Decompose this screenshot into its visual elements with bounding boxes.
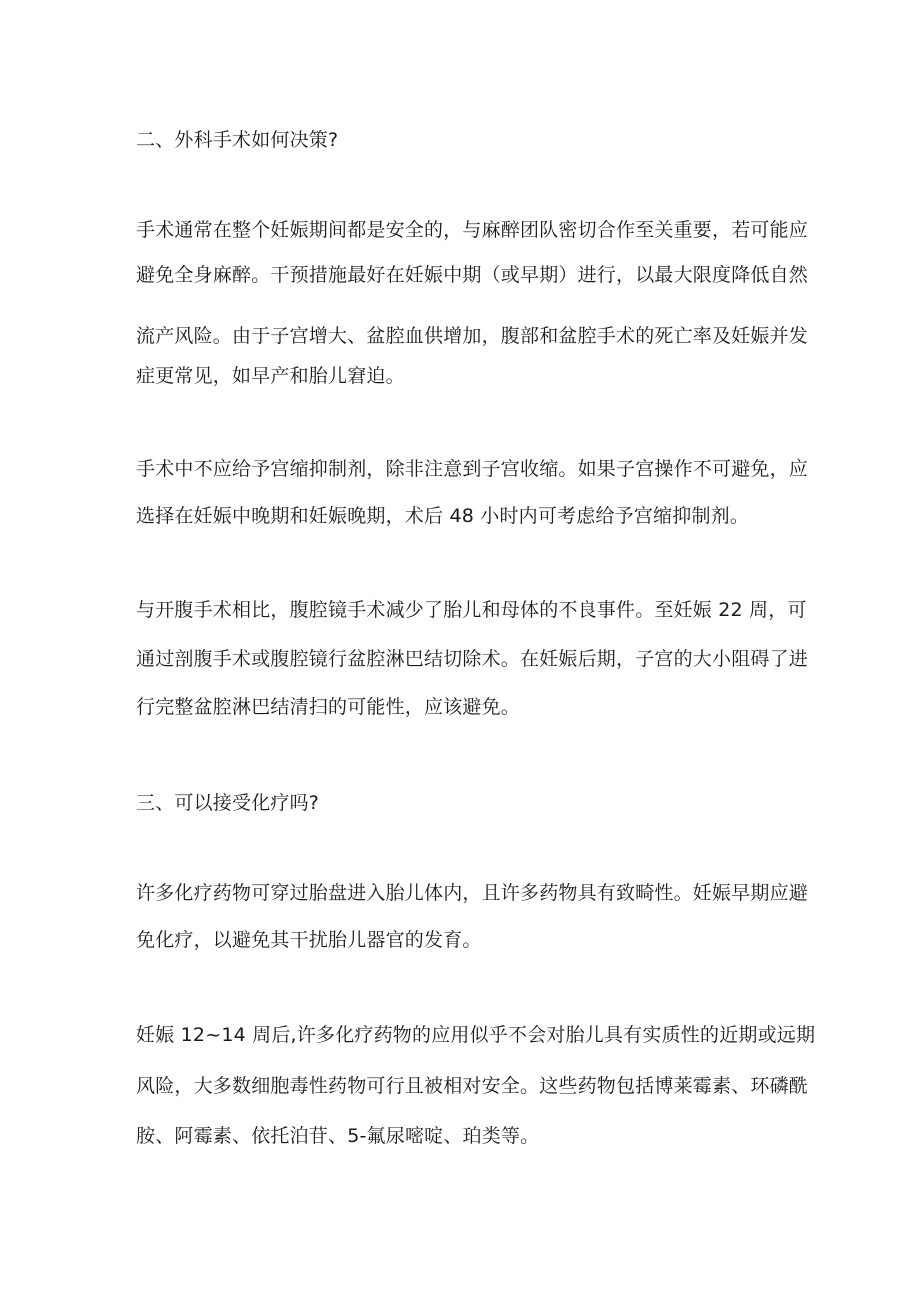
paragraph-line: 许多化疗药物可穿过胎盘进入胎儿体内，且许多药物具有致畸性。妊娠早期应避	[136, 882, 809, 904]
paragraph-line: 流产风险。由于子宫增大、盆腔血供增加，腹部和盆腔手术的死亡率及妊娠并发	[136, 325, 809, 347]
section-heading: 二、外科手术如何决策?	[136, 129, 339, 151]
paragraph-line: 行完整盆腔淋巴结清扫的可能性，应该避免。	[136, 696, 521, 718]
paragraph-line: 风险，大多数细胞毒性药物可行且被相对安全。这些药物包括博莱霉素、环磷酰	[136, 1075, 809, 1097]
paragraph-line: 与开腹手术相比，腹腔镜手术减少了胎儿和母体的不良事件。至妊娠 22 周，可	[136, 599, 807, 621]
paragraph-line: 通过剖腹手术或腹腔镜行盆腔淋巴结切除术。在妊娠后期，子宫的大小阻碍了进	[136, 648, 809, 670]
paragraph-line: 免化疗，以避免其干扰胎儿器官的发育。	[136, 929, 482, 951]
section-heading: 三、可以接受化疗吗?	[136, 792, 320, 814]
paragraph-line: 胺、阿霉素、依托泊苷、5-氟尿嘧啶、珀类等。	[136, 1125, 540, 1147]
paragraph-line: 手术中不应给予宫缩抑制剂，除非注意到子宫收缩。如果子宫操作不可避免，应	[136, 458, 809, 480]
paragraph-line: 症更常见，如早产和胎儿窘迫。	[136, 365, 405, 387]
paragraph-line: 选择在妊娠中晚期和妊娠晚期，术后 48 小时内可考虑给予宫缩抑制剂。	[136, 505, 750, 527]
paragraph-line: 手术通常在整个妊娠期间都是安全的，与麻醉团队密切合作至关重要，若可能应	[136, 219, 809, 241]
paragraph-line: 避免全身麻醉。干预措施最好在妊娠中期（或早期）进行，以最大限度降低自然	[136, 264, 809, 286]
paragraph-line: 妊娠 12~14 周后,许多化疗药物的应用似乎不会对胎儿具有实质性的近期或远期	[136, 1024, 816, 1046]
